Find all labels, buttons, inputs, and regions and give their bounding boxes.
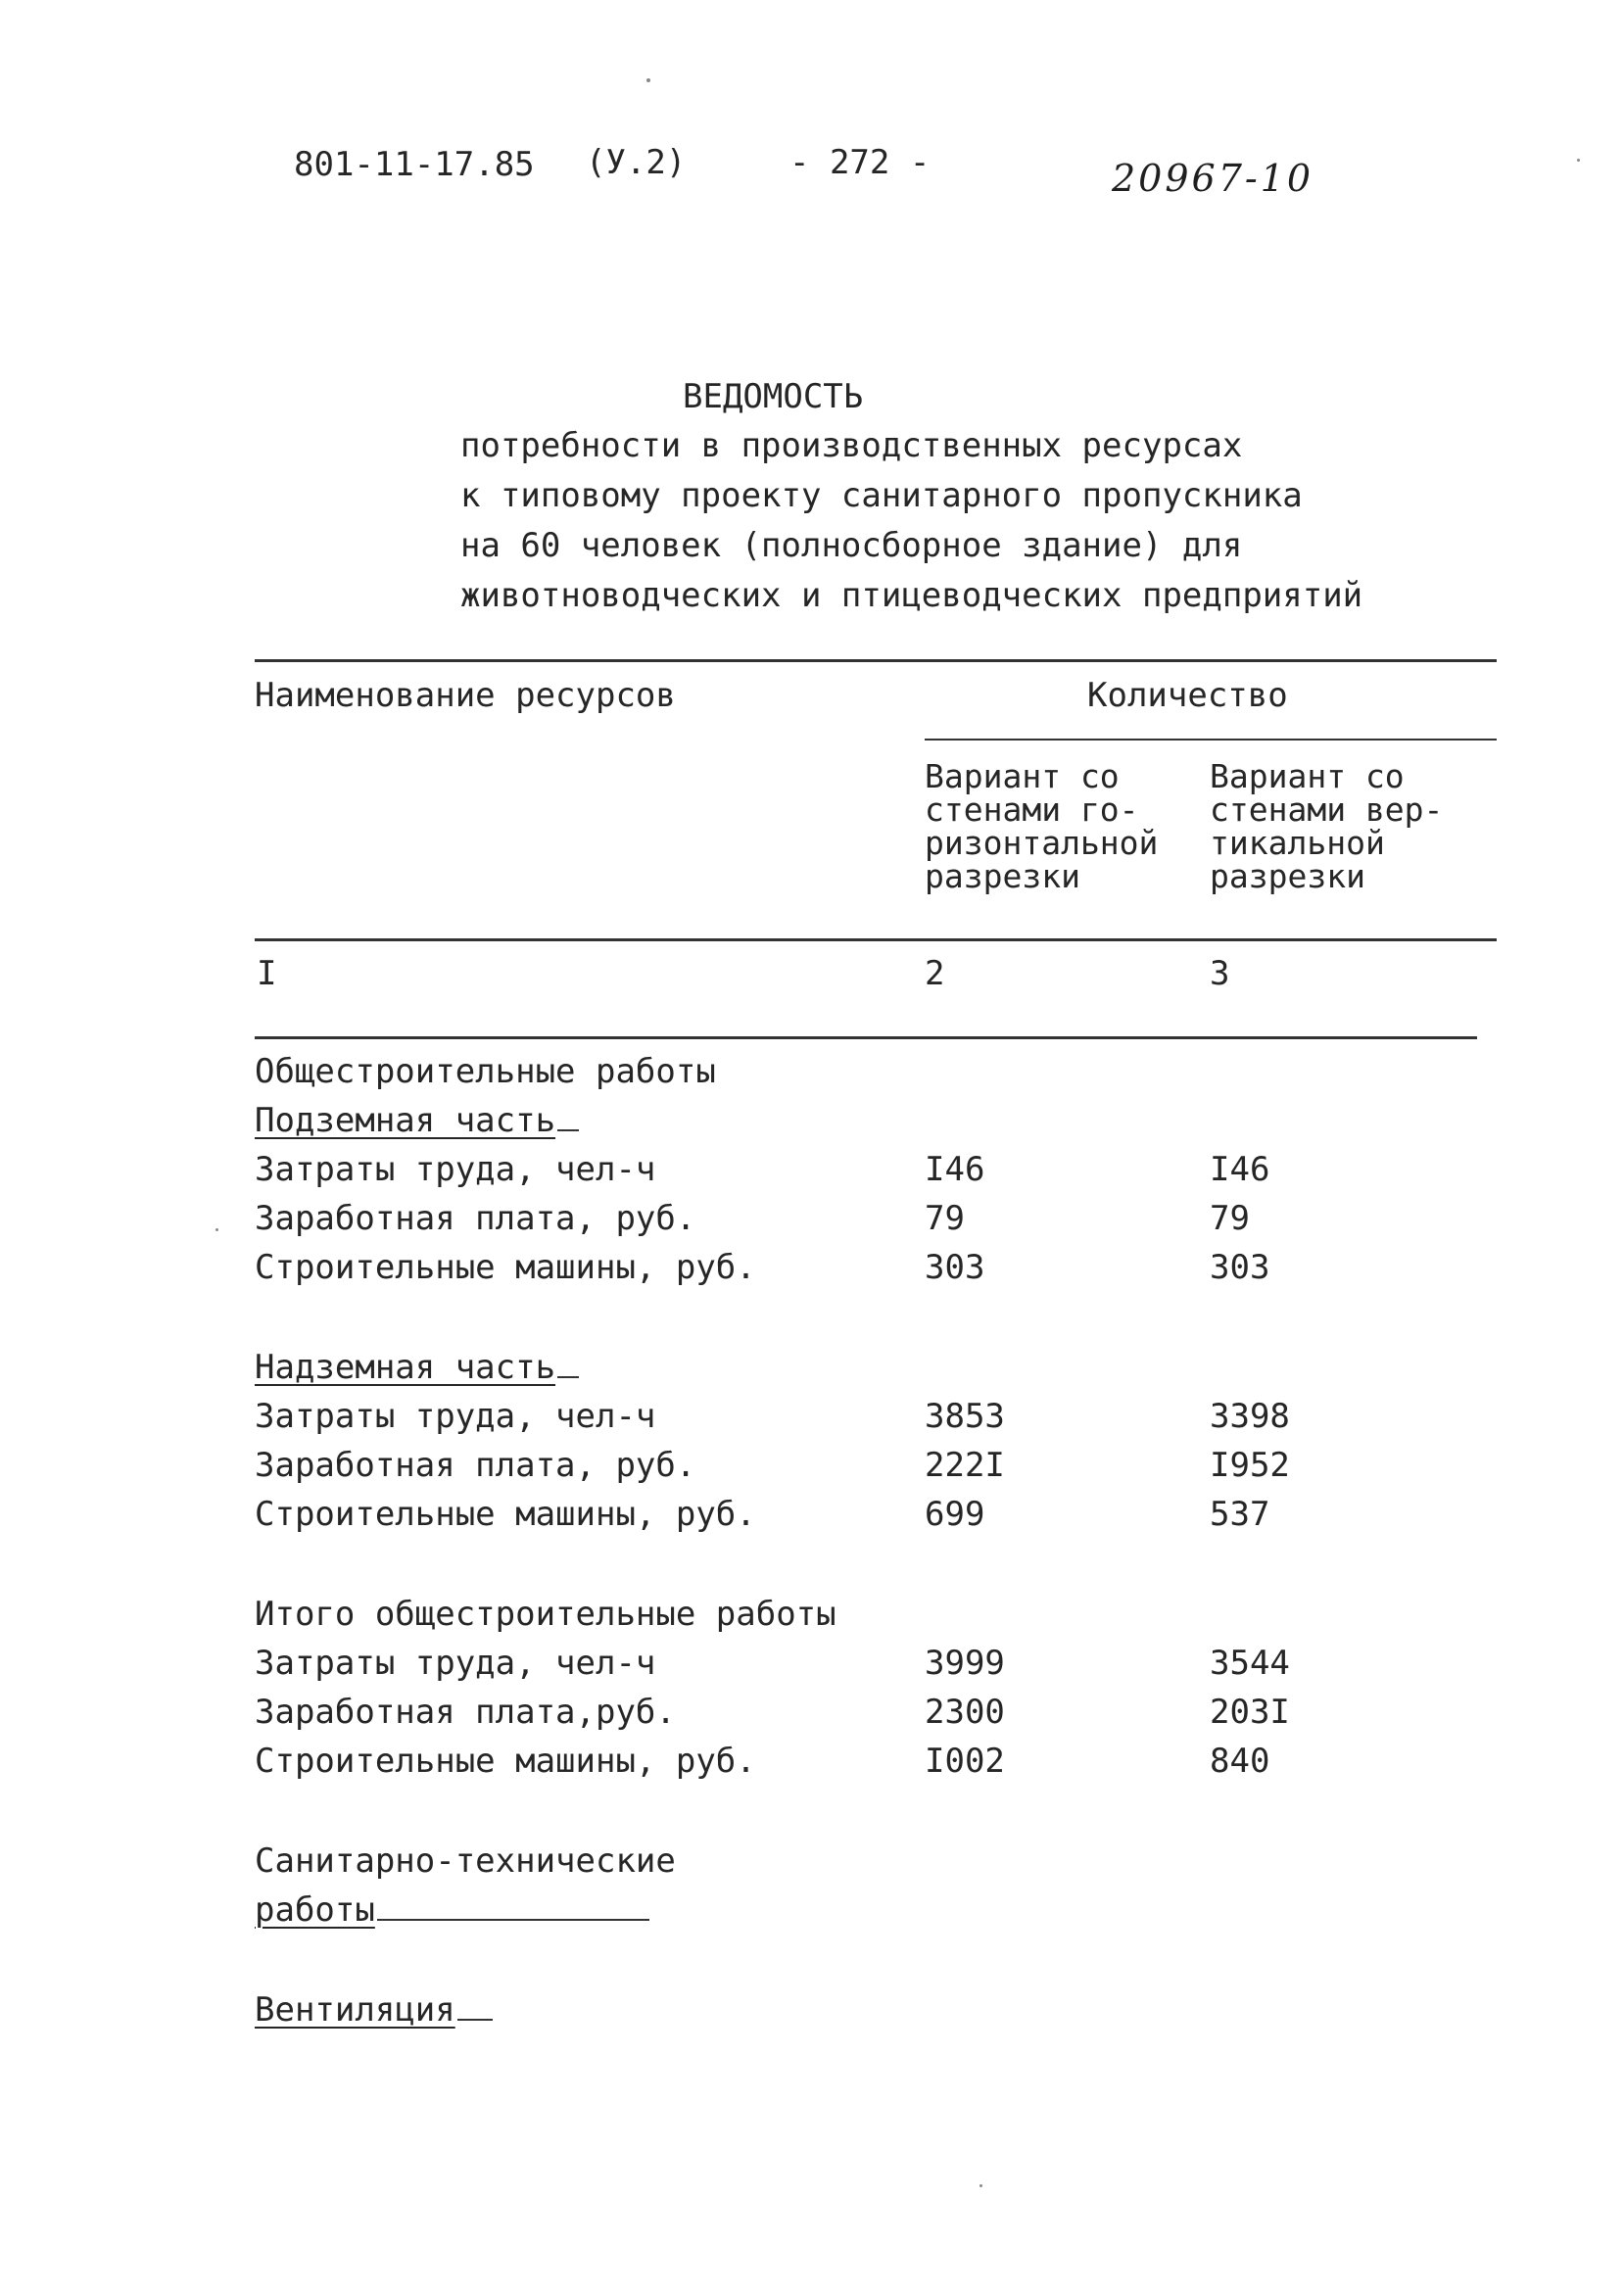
aboveground-label: Надземная часть <box>255 1348 556 1387</box>
aboveground-wage-label: Заработная плата, руб. <box>255 1446 696 1485</box>
title-line-2: к типовому проекту санитарного пропускника <box>460 476 1303 515</box>
section-total-general: Итого общестроительные работы <box>255 1595 836 1634</box>
title-heading: ВЕДОМОСТЬ <box>683 377 864 416</box>
underground-underline <box>557 1129 579 1131</box>
total-machines-variant-2: 840 <box>1210 1742 1270 1781</box>
section-general-works: Общестроительные работы <box>255 1052 716 1091</box>
underground-machines-variant-2: 303 <box>1210 1248 1270 1287</box>
total-labor-variant-2: 3544 <box>1210 1644 1290 1683</box>
underground-machines-label: Строительные машины, руб. <box>255 1248 756 1287</box>
aboveground-labor-variant-1: 3853 <box>925 1397 1005 1436</box>
column-header-resources: Наименование ресурсов <box>255 676 676 715</box>
sanitary-works-label: работы <box>255 1890 375 1930</box>
sanitary-underline <box>377 1919 649 1921</box>
page-number: - 272 - <box>789 143 931 182</box>
total-labor-variant-1: 3999 <box>925 1644 1005 1683</box>
scan-speck <box>215 1228 218 1231</box>
aboveground-underline <box>557 1376 579 1378</box>
underground-labor-label: Затраты труда, чел-ч <box>255 1150 656 1189</box>
document-code: 801-11-17.85 <box>294 145 535 184</box>
section-aboveground <box>255 1348 579 1387</box>
total-machines-label: Строительные машины, руб. <box>255 1742 756 1781</box>
section-sanitary-line-2 <box>255 1890 649 1930</box>
table-header-bottom-rule <box>255 938 1497 941</box>
ventilation-underline <box>457 2019 493 2021</box>
section-ventilation <box>255 1990 493 2030</box>
scan-speck <box>646 78 650 82</box>
aboveground-labor-variant-2: 3398 <box>1210 1397 1290 1436</box>
scan-speck <box>1577 159 1580 162</box>
handwritten-number: 20967-10 <box>1112 157 1314 200</box>
ventilation-label: Вентиляция <box>255 1990 455 2030</box>
title-line-4: животноводческих и птицеводческих предприятий <box>460 576 1363 615</box>
total-wage-variant-1: 2300 <box>925 1693 1005 1732</box>
quantity-header-rule <box>925 739 1497 741</box>
aboveground-labor-label: Затраты труда, чел-ч <box>255 1397 656 1436</box>
underground-machines-variant-1: 303 <box>925 1248 985 1287</box>
underground-wage-variant-1: 79 <box>925 1199 965 1238</box>
volume-label: (У.2) <box>586 143 687 182</box>
section-underground <box>255 1101 579 1140</box>
column-number-1: I <box>257 954 277 993</box>
total-wage-label: Заработная плата,руб. <box>255 1693 676 1732</box>
underground-wage-variant-2: 79 <box>1210 1199 1250 1238</box>
underground-labor-variant-2: I46 <box>1210 1150 1270 1189</box>
underground-wage-label: Заработная плата, руб. <box>255 1199 696 1238</box>
section-sanitary-line-1: Санитарно-технические <box>255 1841 676 1881</box>
aboveground-wage-variant-2: I952 <box>1210 1446 1290 1485</box>
total-machines-variant-1: I002 <box>925 1742 1005 1781</box>
aboveground-machines-label: Строительные машины, руб. <box>255 1495 756 1534</box>
total-labor-label: Затраты труда, чел-ч <box>255 1644 656 1683</box>
column-number-3: 3 <box>1210 954 1230 993</box>
aboveground-machines-variant-1: 699 <box>925 1495 985 1534</box>
table-top-rule <box>255 659 1497 662</box>
column-header-variant-1: Вариант со стенами го- ризонтальной разрезки <box>925 757 1159 895</box>
title-line-1: потребности в производственных ресурсах <box>460 426 1243 465</box>
underground-label: Подземная часть <box>255 1101 556 1140</box>
aboveground-machines-variant-2: 537 <box>1210 1495 1270 1534</box>
scan-speck <box>979 2184 982 2187</box>
title-line-3: на 60 человек (полносборное здание) для <box>460 526 1243 565</box>
column-number-rule <box>255 1036 1477 1039</box>
column-header-quantity: Количество <box>1087 676 1288 715</box>
total-wage-variant-2: 203I <box>1210 1693 1290 1732</box>
column-number-2: 2 <box>925 954 945 993</box>
underground-labor-variant-1: I46 <box>925 1150 985 1189</box>
column-header-variant-2: Вариант со стенами вер- тикальной разрезки <box>1210 757 1444 895</box>
aboveground-wage-variant-1: 222I <box>925 1446 1005 1485</box>
